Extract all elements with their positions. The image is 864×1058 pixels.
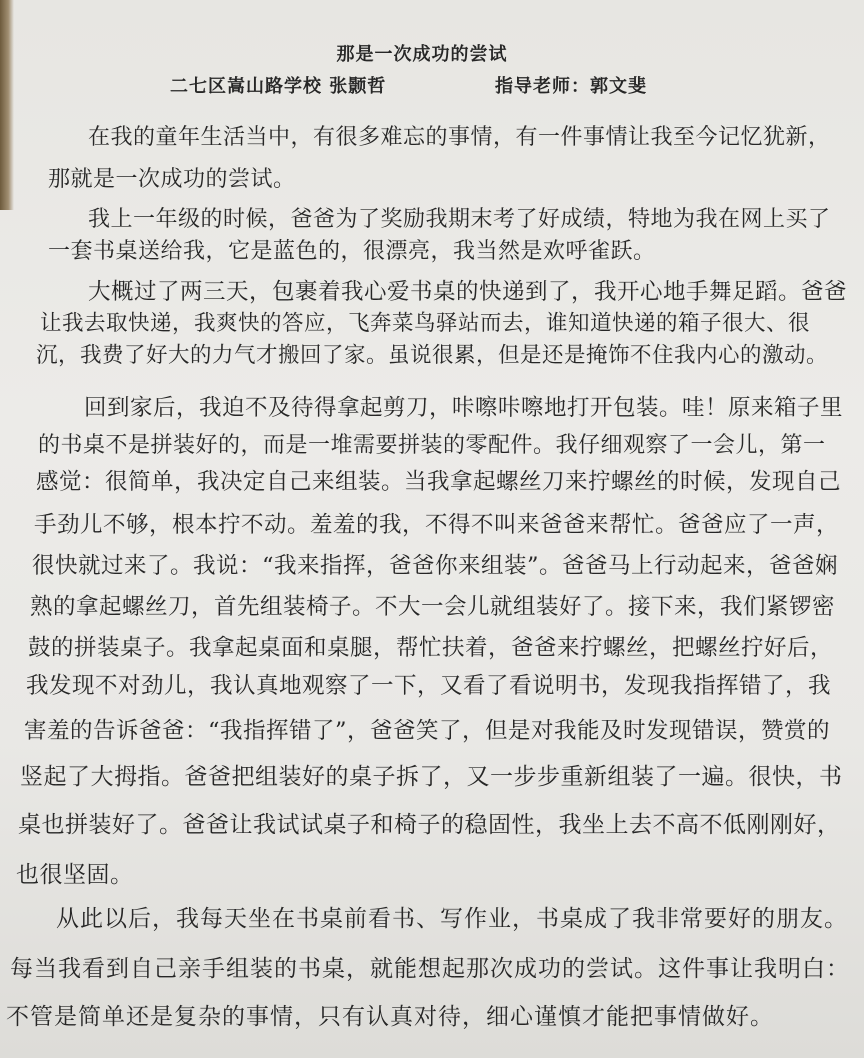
text-line: 桌也拼装好了。爸爸让我试试桌子和椅子的稳固性，我坐上去不高不低刚刚好， [18, 812, 841, 838]
text-line: 那就是一次成功的尝试。 [48, 167, 296, 192]
text-line: 大概过了两三天，包裹着我心爱书桌的快递到了，我开心地手舞足蹈。爸爸 [88, 279, 848, 305]
text-line: 一套书桌送给我，它是蓝色的，很漂亮，我当然是欢呼雀跃。 [48, 239, 656, 264]
text-line: 我上一年级的时候，爸爸为了奖励我期末考了好成绩，特地为我在网上买了 [88, 207, 831, 232]
essay-title: 那是一次成功的尝试 [336, 44, 508, 65]
text-line: 很快就过来了。我说：“我来指挥，爸爸你来组装”。爸爸马上行动起来，爸爸娴 [32, 553, 839, 579]
text-line: 害羞的告诉爸爸：“我指挥错了”，爸爸笑了，但是对我能及时发现错误，赞赏的 [24, 718, 831, 744]
text-line: 沉，我费了好大的力气才搬回了家。虽说很累，但是还是掩饰不住我内心的激动。 [36, 343, 829, 368]
text-line: 从此以后，我每天坐在书桌前看书、写作业，书桌成了我非常要好的朋友。 [56, 906, 848, 932]
text-line: 不管是简单还是复杂的事情，只有认真对待，细心谨慎才能把事情做好。 [6, 1004, 774, 1030]
text-line: 每当我看到自己亲手组装的书桌，就能想起那次成功的尝试。这件事让我明白： [10, 956, 850, 982]
text-line: 让我去取快递，我爽快的答应，飞奔菜鸟驿站而去，谁知道快递的箱子很大、很 [40, 311, 811, 336]
text-line: 鼓的拼装桌子。我拿起桌面和桌腿，帮忙扶着，爸爸来拧螺丝，把螺丝拧好后， [28, 635, 834, 661]
text-line: 熟的拿起螺丝刀，首先组装椅子。不大一会儿就组装好了。接下来，我们紧锣密 [30, 594, 836, 620]
text-line: 的书桌不是拼装好的，而是一堆需要拼装的零配件。我仔细观察了一会儿，第一 [38, 433, 826, 458]
text-line: 竖起了大拇指。爸爸把组装好的桌子拆了，又一步步重新组装了一遍。很快，书 [20, 764, 843, 790]
text-line: 也很坚固。 [16, 862, 134, 888]
text-line: 手劲儿不够，根本拧不动。羞羞的我，不得不叫来爸爸来帮忙。爸爸应了一声， [34, 512, 840, 538]
text-line: 回到家后，我迫不及待得拿起剪刀，咔嚓咔嚓地打开包装。哇！原来箱子里 [84, 395, 844, 421]
text-line: 感觉：很简单，我决定自己来组装。当我拿起螺丝刀来拧螺丝的时候，发现自己 [36, 469, 842, 495]
text-line: 在我的童年生活当中，有很多难忘的事情，有一件事情让我至今记忆犹新， [88, 125, 831, 150]
teacher-line: 指导老师：郭文斐 [495, 76, 647, 97]
text-line: 我发现不对劲儿，我认真地观察了一下，又看了看说明书，发现我指挥错了，我 [26, 673, 832, 699]
author-line: 二七区嵩山路学校 张颢哲 [170, 76, 387, 97]
